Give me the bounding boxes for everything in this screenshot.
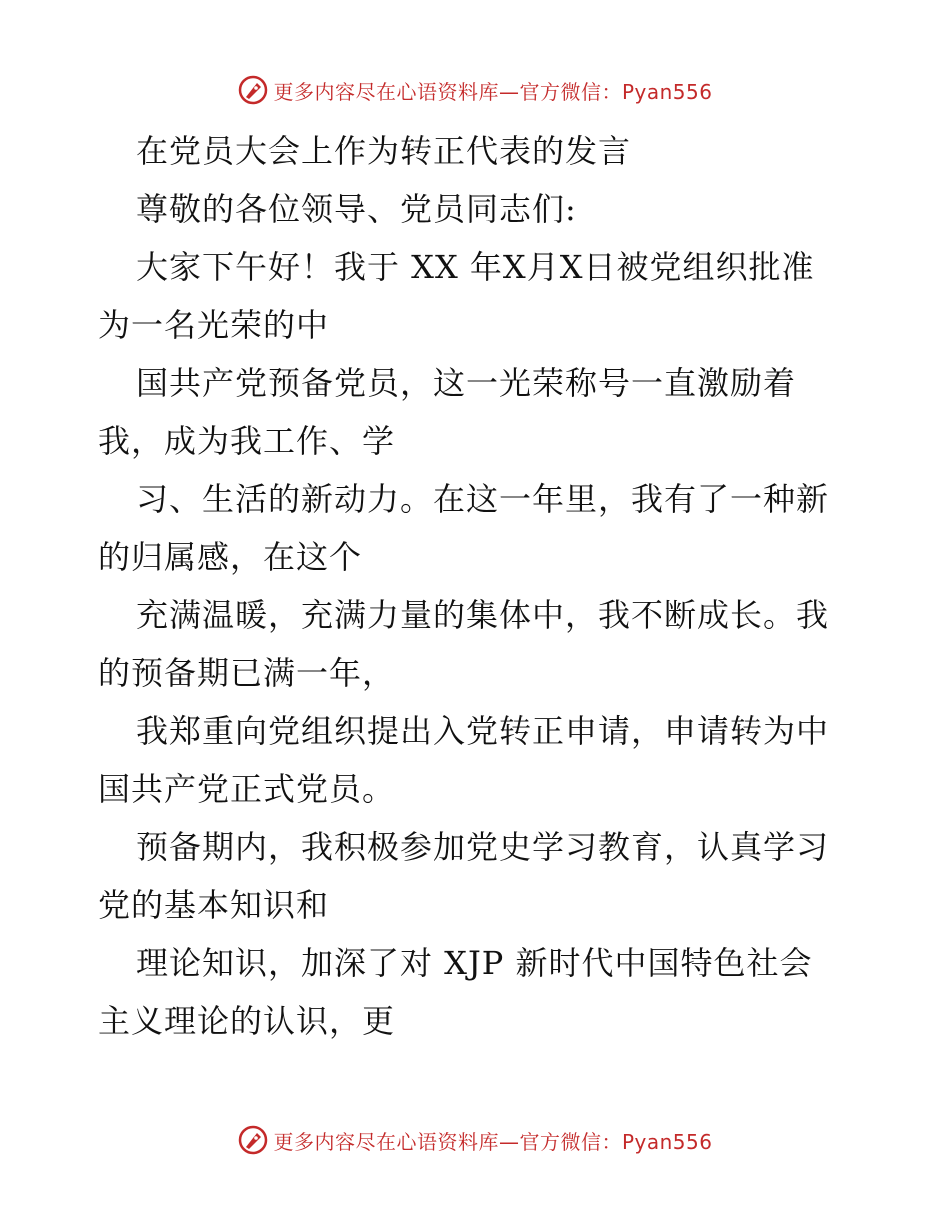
watermark-text: 更多内容尽在心语资料库—官方微信：Pyan556 [273, 1129, 713, 1154]
paragraph-line: 国共产党预备党员，这一光荣称号一直激励着 [136, 364, 797, 402]
pen-nib-logo-icon [237, 74, 269, 106]
paragraph-line: 为一名光荣的中 [98, 306, 330, 344]
paragraph-line: 主义理论的认识，更 [98, 1002, 396, 1040]
watermark-text: 更多内容尽在心语资料库—官方微信：Pyan556 [273, 79, 713, 104]
paragraph-line: 充满温暖，充满力量的集体中，我不断成长。我 [136, 596, 830, 634]
paragraph-line: 预备期内，我积极参加党史学习教育，认真学习 [136, 828, 830, 866]
paragraph-line: 我郑重向党组织提出入党转正申请，申请转为中 [136, 712, 830, 750]
document-title: 在党员大会上作为转正代表的发言 [136, 132, 632, 170]
pen-nib-logo-icon [237, 1124, 269, 1156]
paragraph-line: 国共产党正式党员。 [98, 770, 396, 808]
paragraph-line: 党的基本知识和 [98, 886, 330, 924]
paragraph-line: 习、生活的新动力。在这一年里，我有了一种新 [136, 480, 830, 518]
paragraph-line: 的归属感，在这个 [98, 538, 363, 576]
document-body [98, 122, 858, 1050]
paragraph-line: 我，成为我工作、学 [98, 422, 396, 460]
watermark-header [0, 70, 950, 110]
watermark-footer [0, 1120, 950, 1160]
salutation: 尊敬的各位领导、党员同志们: [136, 190, 577, 228]
paragraph-line: 的预备期已满一年， [98, 654, 396, 692]
paragraph-line: 理论知识，加深了对 XJP 新时代中国特色社会 [136, 944, 813, 982]
paragraph-line: 大家下午好！我于 XX 年X月X日被党组织批准 [136, 248, 815, 286]
